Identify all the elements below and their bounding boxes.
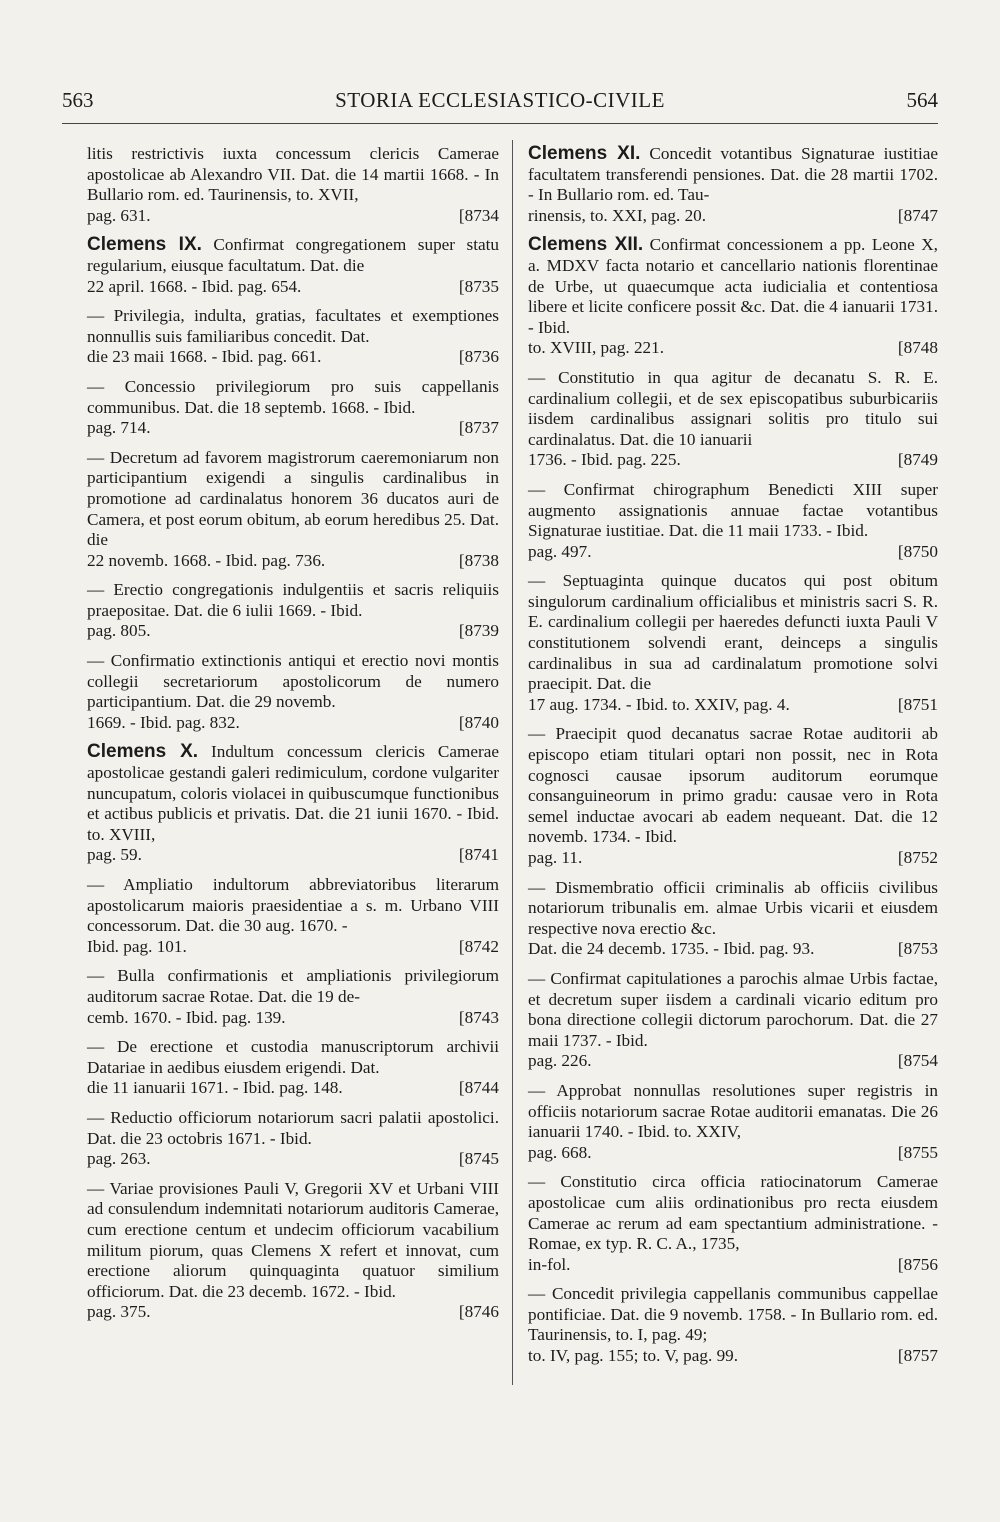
entry-citation: in-fol. xyxy=(528,1254,571,1274)
entry-citation: pag. 226. xyxy=(528,1051,592,1071)
entry-last-line xyxy=(87,1008,499,1029)
entry-body: — Bulla confirmationis et ampliationis privilegiorum auditorum sacrae Rotae. Dat. die 19 de- xyxy=(87,966,499,1006)
catalog-entry xyxy=(87,580,499,642)
entry-last-line xyxy=(528,1346,938,1367)
catalog-entry xyxy=(528,571,938,715)
catalog-entry xyxy=(528,235,938,359)
entry-number: [8750 xyxy=(897,541,938,561)
entry-citation: to. XVIII, pag. 221. xyxy=(528,338,665,358)
catalog-entry xyxy=(528,1284,938,1366)
entry-number: [8734 xyxy=(458,205,499,225)
catalog-entry xyxy=(528,969,938,1072)
entry-number: [8742 xyxy=(458,936,499,956)
entry-body: — De erectione et custodia manuscriptorum archivii Datariae in aedibus eiusdem erigendi. Dat. xyxy=(87,1037,499,1077)
catalog-entry xyxy=(87,448,499,572)
column-divider xyxy=(512,140,513,1385)
entry-body: Concedit votantibus Signaturae iustitiae facultatem transferendi pensiones. Dat. die 28 martii 1702. - In Bullario rom. ed. Tau- xyxy=(528,144,938,205)
entry-last-line xyxy=(528,939,938,960)
entry-last-line xyxy=(87,1149,499,1170)
entry-citation: 1669. - Ibid. pag. 832. xyxy=(87,712,240,732)
page-number-right: 564 xyxy=(906,88,938,112)
entry-number: [8746 xyxy=(458,1302,499,1322)
entry-body: — Decretum ad favorem magistrorum caeremoniarum non participantium exigendi a singulis cardinalibus in promotione ad cardinalatus honorem 36 ducatos auri de Camera, et post eorum obitum, ab eorum heredibus 25. Dat. die xyxy=(87,447,499,550)
catalog-entry xyxy=(87,1037,499,1099)
entry-body: Confirmat concessionem a pp. Leone X, a. MDXV facta notario et cancellario nationis florentinae de Urbe, ut quaecumque acta iudicialia et contentiosa libere et licite conficere possit &c. Dat. die 4 ianuarii 1731. - Ibid. xyxy=(528,235,938,337)
left-column xyxy=(87,144,499,1332)
entry-number: [8751 xyxy=(897,694,938,714)
entry-body: — Erectio congregationis indulgentiis et sacris reliquiis praepositae. Dat. die 6 iulii 1669. - Ibid. xyxy=(87,580,499,620)
entry-last-line xyxy=(528,1255,938,1276)
entry-last-line xyxy=(87,1302,499,1323)
catalog-entry xyxy=(87,144,499,226)
entry-last-line xyxy=(87,621,499,642)
catalog-entry xyxy=(528,724,938,868)
entry-last-line xyxy=(528,695,938,716)
entry-last-line xyxy=(87,713,499,734)
catalog-entry xyxy=(528,480,938,562)
pope-heading: Clemens XI. xyxy=(528,143,641,164)
entry-citation: 1736. - Ibid. pag. 225. xyxy=(528,450,681,470)
entry-number: [8756 xyxy=(897,1254,938,1274)
entry-number: [8736 xyxy=(458,347,499,367)
entry-last-line xyxy=(528,1143,938,1164)
entry-citation: 17 aug. 1734. - Ibid. to. XXIV, pag. 4. xyxy=(528,694,790,714)
entry-number: [8744 xyxy=(458,1078,499,1098)
right-column xyxy=(528,144,938,1376)
catalog-entry xyxy=(87,377,499,439)
entry-citation: rinensis, to. XXI, pag. 20. xyxy=(528,205,707,225)
entry-citation: die 11 ianuarii 1671. - Ibid. pag. 148. xyxy=(87,1078,343,1098)
entry-citation: die 23 maii 1668. - Ibid. pag. 661. xyxy=(87,347,322,367)
entry-body: — Constitutio circa officia ratiocinatorum Camerae apostolicae cum aliis ordinationibus pro recta eiusdem Camerae ac rerum ad eam spectantium administratione. - Romae, ex typ. R. C. A., 1735, xyxy=(528,1172,938,1254)
entry-number: [8739 xyxy=(458,621,499,641)
entry-body: — Confirmat capitulationes a parochis almae Urbis factae, et decretum super iisdem a cardinali vicario editum pro bona directione collegii dictorum parochorum. Dat. die 27 maii 1737. - Ibid. xyxy=(528,968,938,1050)
entry-body: — Reductio officiorum notariorum sacri palatii apostolici. Dat. die 23 octobris 1671. - Ibid. xyxy=(87,1107,499,1148)
entry-body: — Variae provisiones Pauli V, Gregorii XV et Urbani VIII ad consulendum indemnitati notariorum auditoris Camerae, cum erectione centum et undecim officiorum vacabilium militum piorum, quas Clemens X refert et innovat, cum erectione aliorum quinquaginta quatuor similium officiorum. Dat. die 23 decemb. 1672. - Ibid. xyxy=(87,1178,499,1301)
entry-citation: pag. 375. xyxy=(87,1302,151,1322)
entry-citation: Ibid. pag. 101. xyxy=(87,936,187,956)
catalog-entry xyxy=(87,1179,499,1323)
entry-last-line xyxy=(528,542,938,563)
pope-heading: Clemens X. xyxy=(87,741,199,763)
catalog-entry xyxy=(87,306,499,368)
entry-body: — Praecipit quod decanatus sacrae Rotae auditorii ab episcopo etiam titulari optari non possit, nec in Rota cognosci causae ipsorum auditorum eorumque consanguineorum in primo gradu: causae vero in Rota semel inductae avocari ab eadem nequeant. Dat. die 12 novemb. 1734. - Ibid. xyxy=(528,724,938,847)
entry-body: — Constitutio in qua agitur de decanatu S. R. E. cardinalium collegii, et de sex episcopatibus suburbicariis iisdem cardinalibus assignari solitis pro titulo sui cardinalatus. Dat. die 10 ianuarii xyxy=(528,367,938,449)
entry-body: — Concessio privilegiorum pro suis cappellanis communibus. Dat. die 18 septemb. 1668. - Ibid. xyxy=(87,376,499,417)
entry-last-line xyxy=(528,338,938,359)
entry-body: — Dismembratio officii criminalis ab officiis civilibus notariorum tribunalis em. almae Urbis vicarii et eiusdem respective nova erectio &c. xyxy=(528,877,938,938)
entry-number: [8738 xyxy=(458,550,499,570)
catalog-entry xyxy=(87,742,499,866)
entry-last-line xyxy=(87,206,499,227)
catalog-entry xyxy=(87,651,499,733)
entry-citation: 22 april. 1668. - Ibid. pag. 654. xyxy=(87,276,302,296)
entry-citation: pag. 805. xyxy=(87,621,151,641)
catalog-entry xyxy=(528,1081,938,1163)
entry-number: [8752 xyxy=(897,848,938,867)
entry-citation: cemb. 1670. - Ibid. pag. 139. xyxy=(87,1007,286,1027)
entry-last-line xyxy=(528,450,938,471)
entry-body: — Privilegia, indulta, gratias, facultates et exemptiones nonnullis suis familiaribus concedit. Dat. xyxy=(87,306,499,346)
entry-body: — Ampliatio indultorum abbreviatoribus literarum apostolicarum maioris praesidentiae a s. m. Urbano VIII concessorum. Dat. die 30 aug. 1670. - xyxy=(87,875,499,936)
entry-number: [8747 xyxy=(897,205,938,225)
entry-citation: pag. 11. xyxy=(528,848,583,867)
catalog-entry xyxy=(87,875,499,957)
entry-citation: Dat. die 24 decemb. 1735. - Ibid. pag. 93. xyxy=(528,939,815,959)
catalog-entry xyxy=(528,144,938,226)
entry-last-line xyxy=(528,206,938,227)
entry-last-line xyxy=(87,277,499,298)
entry-body: Indultum concessum clericis Camerae apostolicae gestandi galeri redimiculum, cordone vulgariter nuncupatum, coloris violacei in quibuscumque functionibus et actibus publicis et privatis. Dat. die 21 iunii 1670. - Ibid. to. XVIII, xyxy=(87,742,499,844)
entry-number: [8749 xyxy=(897,450,938,470)
catalog-entry xyxy=(87,235,499,297)
entry-last-line xyxy=(87,551,499,572)
running-title: STORIA ECCLESIASTICO-CIVILE xyxy=(335,88,665,112)
entry-citation: pag. 263. xyxy=(87,1149,151,1169)
entry-citation: pag. 668. xyxy=(528,1142,592,1162)
page-number-left: 563 xyxy=(62,88,94,112)
entry-body: — Septuaginta quinque ducatos qui post obitum singulorum cardinalium officialibus et ministris sacri S. R. E. cardinalium collegii per haeredes defuncti iuxta Pauli V constitutionem solvendi erant, deinceps a singulis cardinalibus in sua ad cardinalatum promotione solvi praecipit. Dat. die xyxy=(528,571,938,694)
entry-last-line xyxy=(87,347,499,368)
entry-last-line xyxy=(87,937,499,958)
entry-number: [8745 xyxy=(458,1149,499,1169)
entry-citation: pag. 714. xyxy=(87,418,151,438)
entry-last-line xyxy=(87,418,499,439)
entry-citation: to. IV, pag. 155; to. V, pag. 99. xyxy=(528,1346,739,1366)
pope-heading: Clemens IX. xyxy=(87,234,202,256)
entry-body: Confirmat congregationem super statu regularium, eiusque facultatum. Dat. die xyxy=(87,235,499,275)
entry-number: [8743 xyxy=(458,1007,499,1027)
entry-last-line xyxy=(87,1078,499,1099)
entry-last-line xyxy=(528,1051,938,1072)
entry-number: [8735 xyxy=(458,276,499,296)
entry-citation: pag. 497. xyxy=(528,541,592,561)
catalog-entry xyxy=(87,966,499,1028)
entry-last-line xyxy=(528,848,938,869)
entry-body: — Confirmatio extinctionis antiqui et erectio novi montis collegii secretariorum apostolicorum de numero participantium. Dat. die 29 novemb. xyxy=(87,651,499,712)
catalog-entry xyxy=(87,1108,499,1170)
entry-number: [8748 xyxy=(897,338,938,358)
entry-citation: pag. 59. xyxy=(87,845,142,865)
entry-body: — Approbat nonnullas resolutiones super registris in officiis notariorum sacrae Rotae auditorii emanatas. Die 26 ianuarii 1740. - Ibid. to. XXIV, xyxy=(528,1080,938,1142)
entry-body: — Confirmat chirographum Benedicti XIII super augmento assignationis annuae factae votantibus Signaturae iustitiae. Dat. die 11 maii 1733. - Ibid. xyxy=(528,479,938,541)
entry-last-line xyxy=(87,845,499,866)
entry-number: [8755 xyxy=(897,1142,938,1162)
pope-heading: Clemens XII. xyxy=(528,234,644,256)
page-header xyxy=(62,88,938,122)
header-rule xyxy=(62,123,938,124)
entry-number: [8737 xyxy=(458,418,499,438)
entry-number: [8740 xyxy=(458,712,499,732)
catalog-entry xyxy=(528,878,938,960)
catalog-entry xyxy=(528,368,938,471)
entry-number: [8741 xyxy=(458,845,499,865)
entry-citation: pag. 631. xyxy=(87,205,151,225)
catalog-entry xyxy=(528,1172,938,1275)
entry-body: litis restrictivis iuxta concessum clericis Camerae apostolicae ab Alexandro VII. Dat. die 14 martii 1668. - In Bullario rom. ed. Taurinensis, to. XVII, xyxy=(87,144,499,205)
entry-number: [8753 xyxy=(897,939,938,959)
entry-number: [8754 xyxy=(897,1051,938,1071)
entry-citation: 22 novemb. 1668. - Ibid. pag. 736. xyxy=(87,550,326,570)
entry-number: [8757 xyxy=(897,1346,938,1366)
entry-body: — Concedit privilegia cappellanis communibus cappellae pontificiae. Dat. die 9 novemb. 1758. - In Bullario rom. ed. Taurinensis, to. I, pag. 49; xyxy=(528,1284,938,1345)
